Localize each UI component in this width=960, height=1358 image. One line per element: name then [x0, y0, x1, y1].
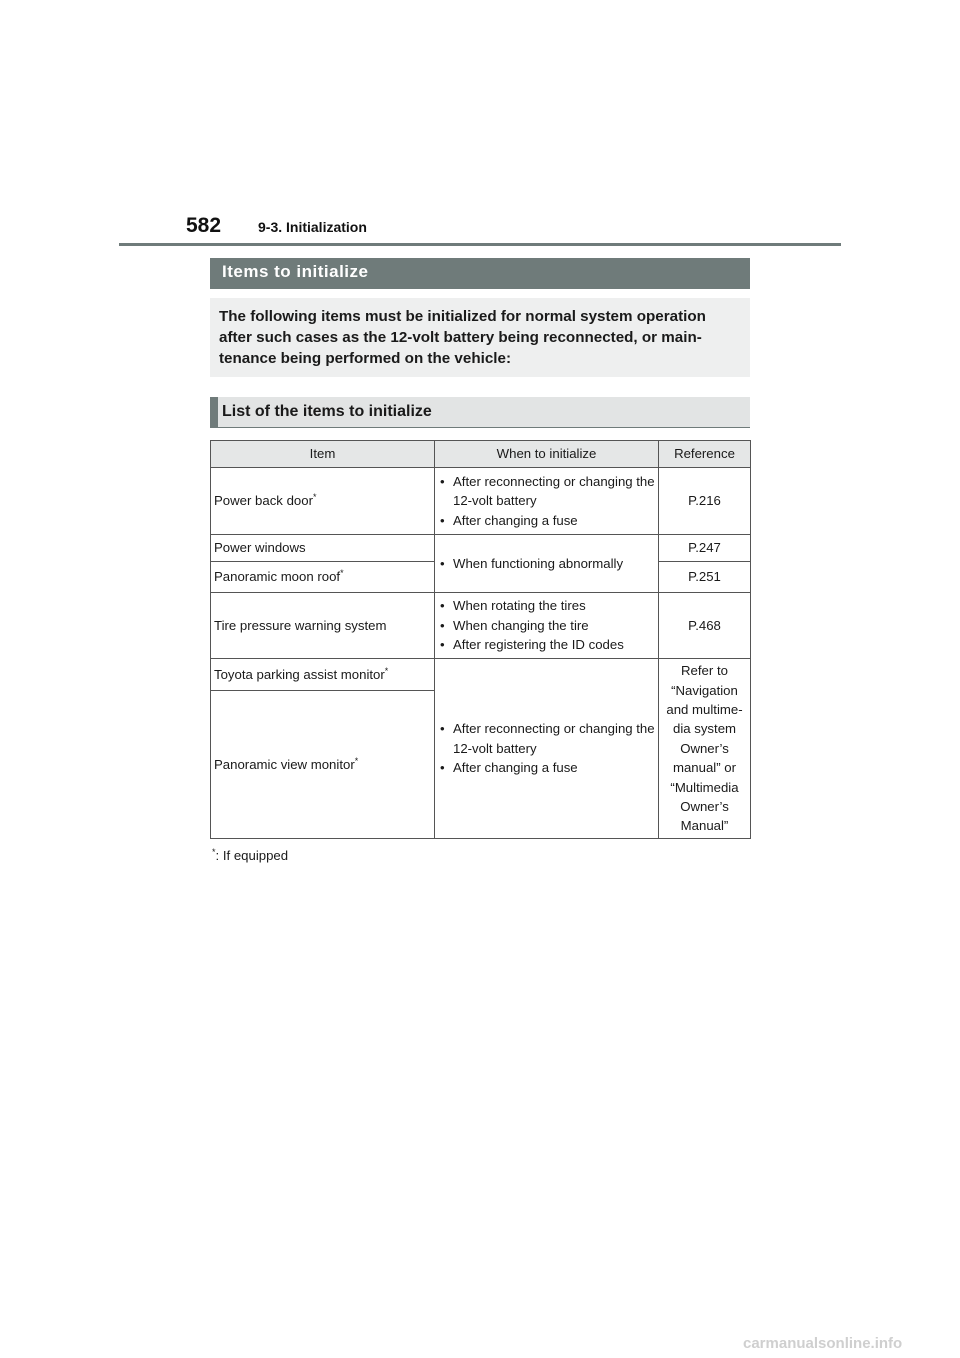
item-cell — [211, 562, 435, 593]
watermark: carmanualsonline.info — [743, 1335, 903, 1352]
page-number: 582 — [186, 214, 222, 237]
footnote-mark: * — [212, 847, 216, 857]
table-row — [211, 659, 751, 691]
when-cell — [435, 659, 659, 839]
reference-cell: Refer to “Navigation and multime-dia system Owner’s manual” or “Multimedia Owner’s Manual” — [659, 659, 751, 839]
item-label: Toyota parking assist monitor — [214, 666, 385, 682]
section-title: 9-3. Initialization — [258, 219, 367, 235]
footnote — [212, 848, 288, 863]
reference-cell: P.251 — [659, 562, 751, 593]
column-header-when: When to initialize — [435, 441, 659, 468]
list-item: • When functioning abnormally — [438, 554, 655, 573]
item-label: Tire pressure warning system — [214, 617, 387, 633]
column-header-item: Item — [211, 441, 435, 468]
reference-cell: P.216 — [659, 468, 751, 535]
section-banner: Items to initialize — [210, 258, 750, 289]
item-label: Panoramic view monitor — [214, 756, 355, 772]
item-cell — [211, 468, 435, 535]
table-row — [211, 535, 751, 562]
table-header-row — [211, 441, 751, 468]
column-header-reference: Reference — [659, 441, 751, 468]
item-label: Panoramic moon roof — [214, 569, 341, 585]
when-cell — [435, 593, 659, 659]
list-item: • After changing a fuse — [438, 758, 655, 777]
item-label: Power back door — [214, 493, 313, 509]
reference-cell: P.468 — [659, 593, 751, 659]
item-cell — [211, 659, 435, 691]
equipped-mark: * — [312, 492, 317, 503]
when-cell — [435, 468, 659, 535]
reference-cell: P.247 — [659, 535, 751, 562]
item-cell — [211, 691, 435, 839]
footnote-text: : If equipped — [215, 848, 289, 863]
header-divider — [119, 243, 841, 246]
table-row — [211, 468, 751, 535]
item-cell — [211, 535, 435, 562]
table-row — [211, 593, 751, 659]
equipped-mark: * — [354, 755, 359, 766]
subheading: List of the items to initialize — [210, 397, 750, 428]
list-item: • After changing a fuse — [438, 511, 655, 530]
item-cell — [211, 593, 435, 659]
intro-paragraph: The following items must be initialized for normal system operation after such cases as the 12-volt battery being reconnected, or main-tenance being performed on the vehicle: — [210, 298, 750, 377]
list-item: • When changing the tire — [438, 616, 655, 635]
item-label: Power windows — [214, 540, 306, 556]
list-item: • After reconnecting or changing the 12-volt battery — [438, 719, 655, 758]
list-item: • After reconnecting or changing the 12-volt battery — [438, 472, 655, 511]
list-item: • After registering the ID codes — [438, 635, 655, 654]
when-cell — [435, 535, 659, 593]
equipped-mark: * — [384, 665, 389, 676]
list-item: • When rotating the tires — [438, 596, 655, 615]
equipped-mark: * — [340, 568, 344, 579]
initialization-table — [210, 440, 751, 839]
